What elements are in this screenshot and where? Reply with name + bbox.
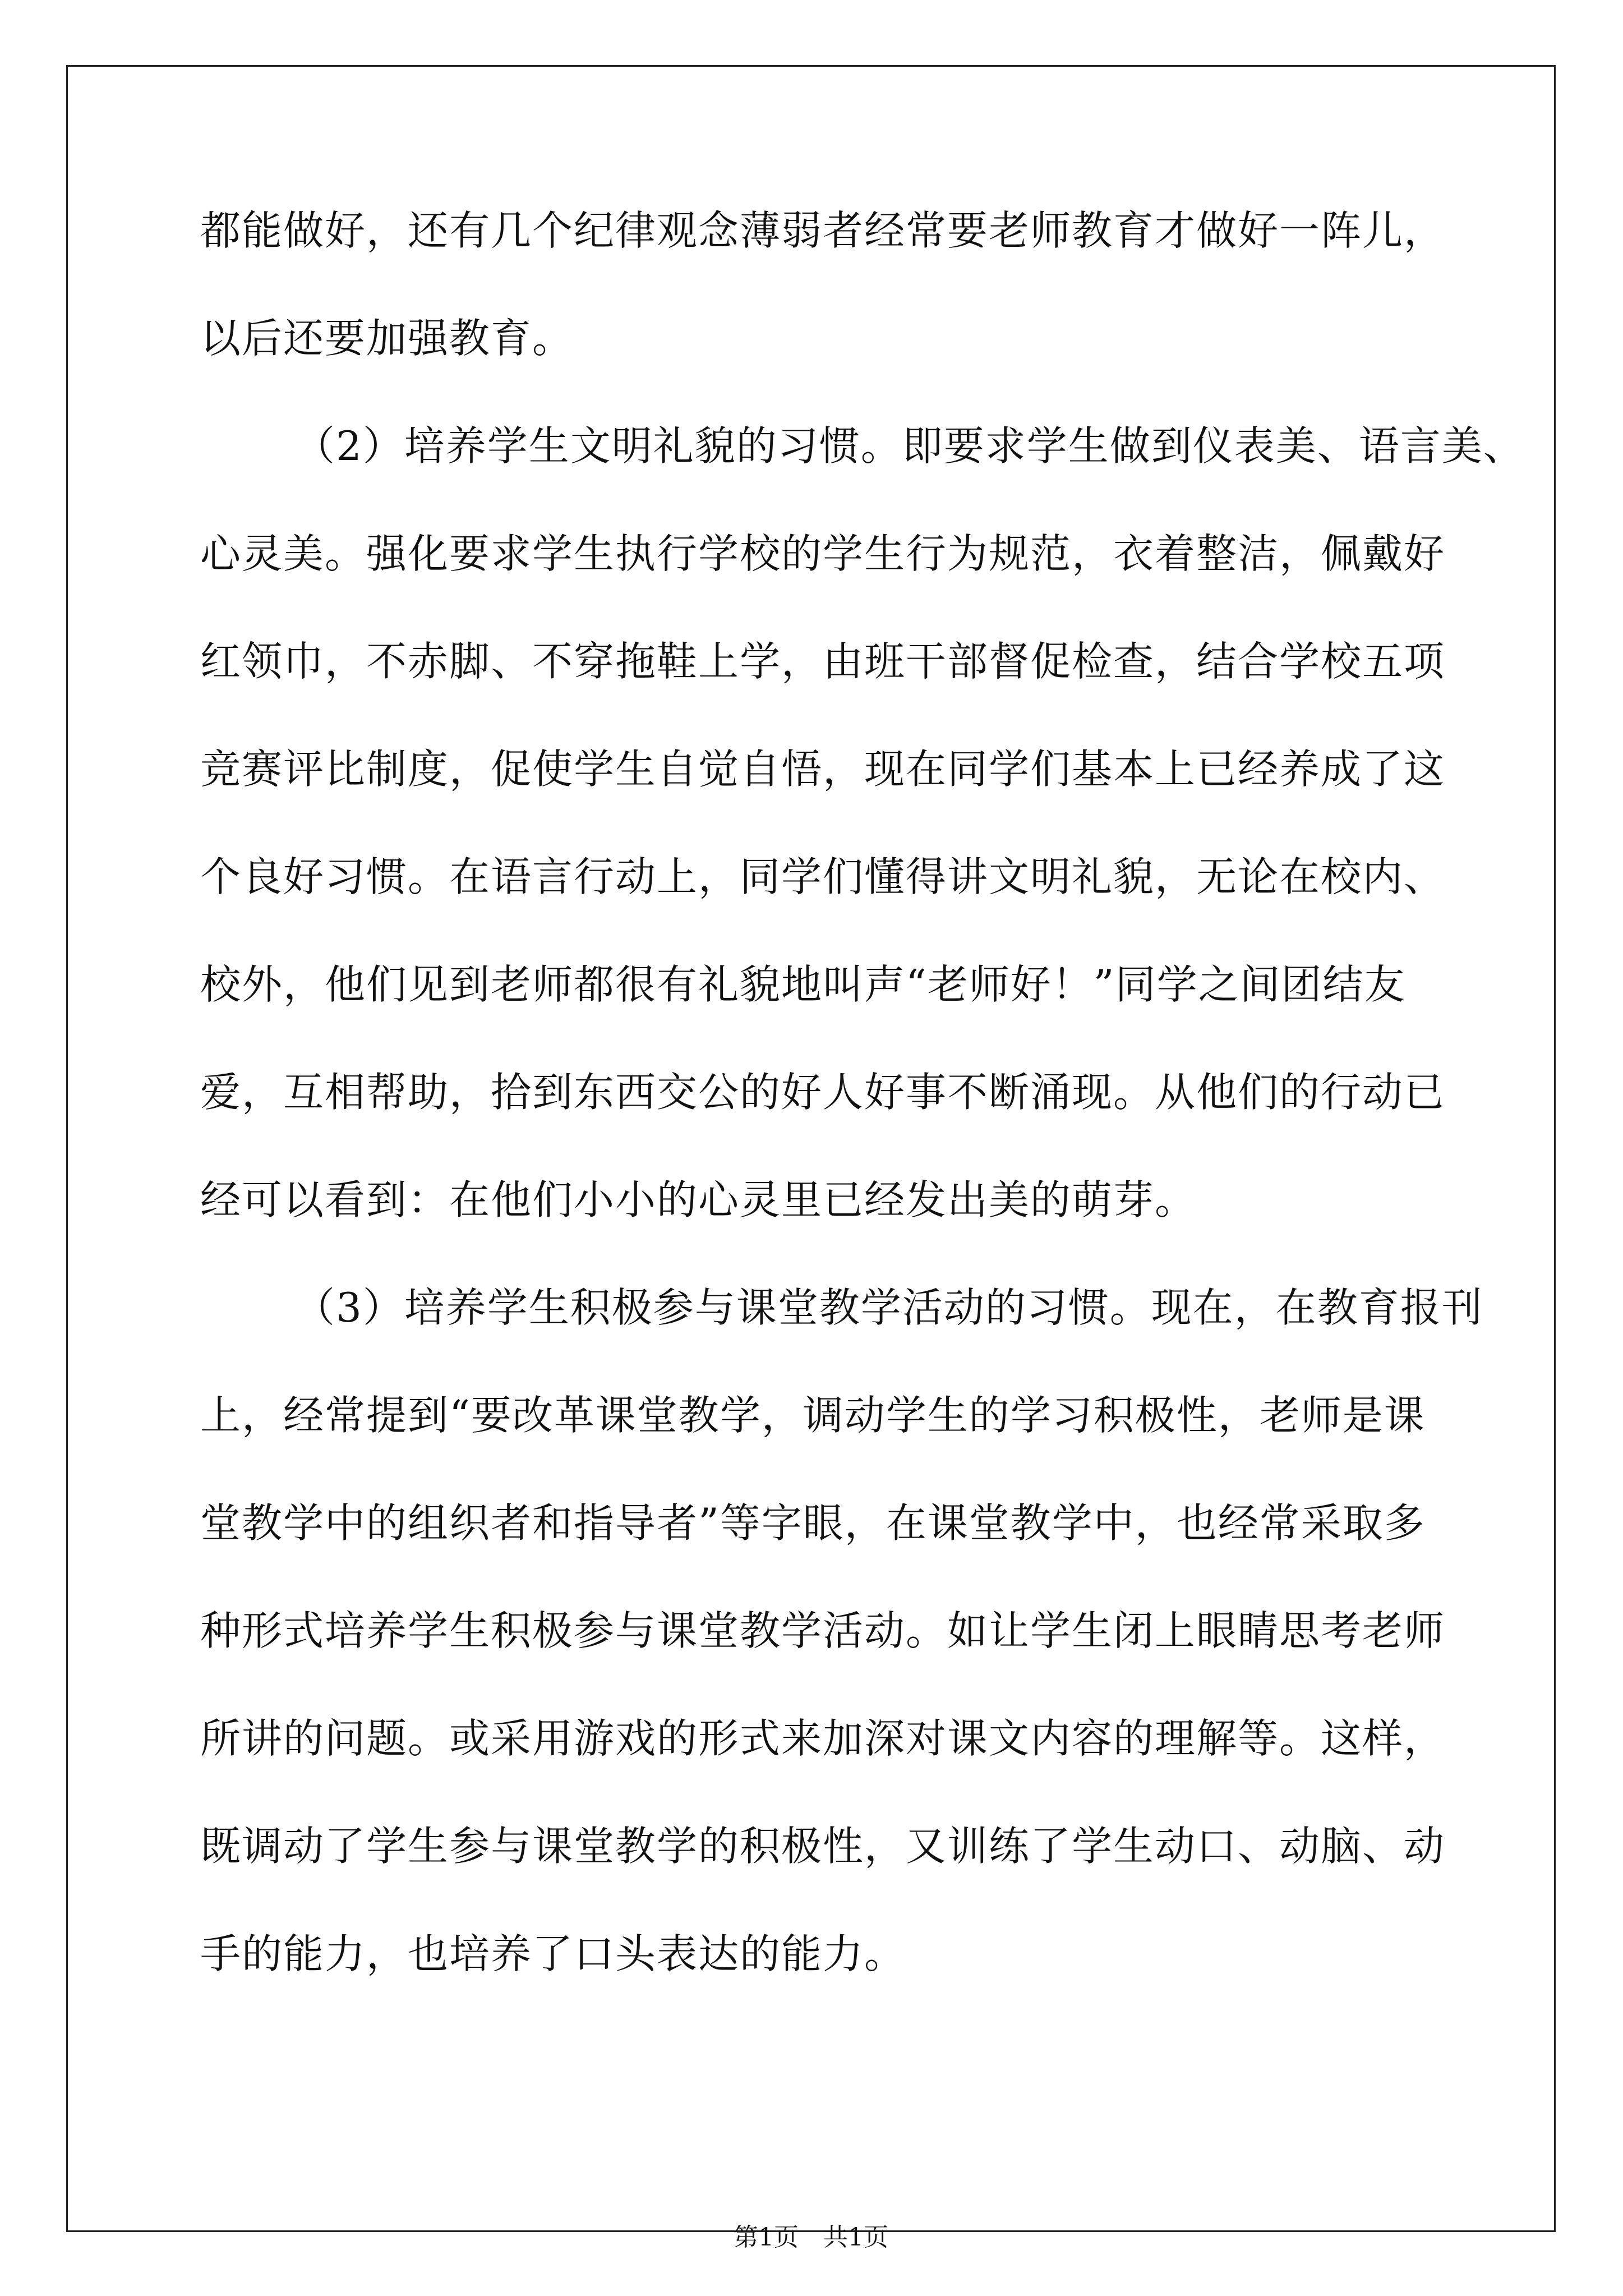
text-line: 红领巾，不赤脚、不穿拖鞋上学，由班干部督促检查，结合学校五项	[200, 638, 1446, 685]
text-line: 手的能力，也培养了口头表达的能力。	[200, 1930, 906, 1977]
page-footer	[68, 2221, 1554, 2254]
text-line: 都能做好，还有几个纪律观念薄弱者经常要老师教育才做好一阵儿，	[200, 207, 1446, 254]
text-line: 校外，他们见到老师都很有礼貌地叫声“老师好！”同学之间团结友	[200, 961, 1406, 1008]
text-line: 种形式培养学生积极参与课堂教学活动。如让学生闭上眼睛思考老师	[200, 1607, 1446, 1654]
text-line: 经可以看到：在他们小小的心灵里已经发出美的萌芽。	[200, 1176, 1197, 1223]
text-line: 既调动了学生参与课堂教学的积极性，又训练了学生动口、动脑、动	[200, 1823, 1446, 1870]
text-line: 竞赛评比制度，促使学生自觉自悟，现在同学们基本上已经养成了这	[200, 746, 1446, 793]
text-line: 上，经常提到“要改革课堂教学，调动学生的学习积极性，老师是课	[200, 1392, 1426, 1439]
text-line: 所讲的问题。或采用游戏的形式来加深对课文内容的理解等。这样，	[200, 1715, 1446, 1762]
page-frame	[66, 65, 1556, 2252]
text-line: 堂教学中的组织者和指导者”等字眼，在课堂教学中，也经常采取多	[200, 1499, 1426, 1547]
text-line: 个良好习惯。在语言行动上，同学们懂得讲文明礼貌，无论在校内、	[200, 853, 1446, 900]
text-line: 爱，互相帮助，拾到东西交公的好人好事不断涌现。从他们的行动已	[200, 1069, 1446, 1116]
text-line: （3）培养学生积极参与课堂教学活动的习惯。现在，在教育报刊	[294, 1284, 1483, 1331]
text-line: 以后还要加强教育。	[200, 315, 574, 362]
text-line: （2）培养学生文明礼貌的习惯。即要求学生做到仪表美、语言美、	[294, 422, 1525, 470]
page-number: 第1页 共1页	[734, 2223, 888, 2252]
text-line: 心灵美。强化要求学生执行学校的学生行为规范，衣着整洁，佩戴好	[200, 530, 1446, 577]
